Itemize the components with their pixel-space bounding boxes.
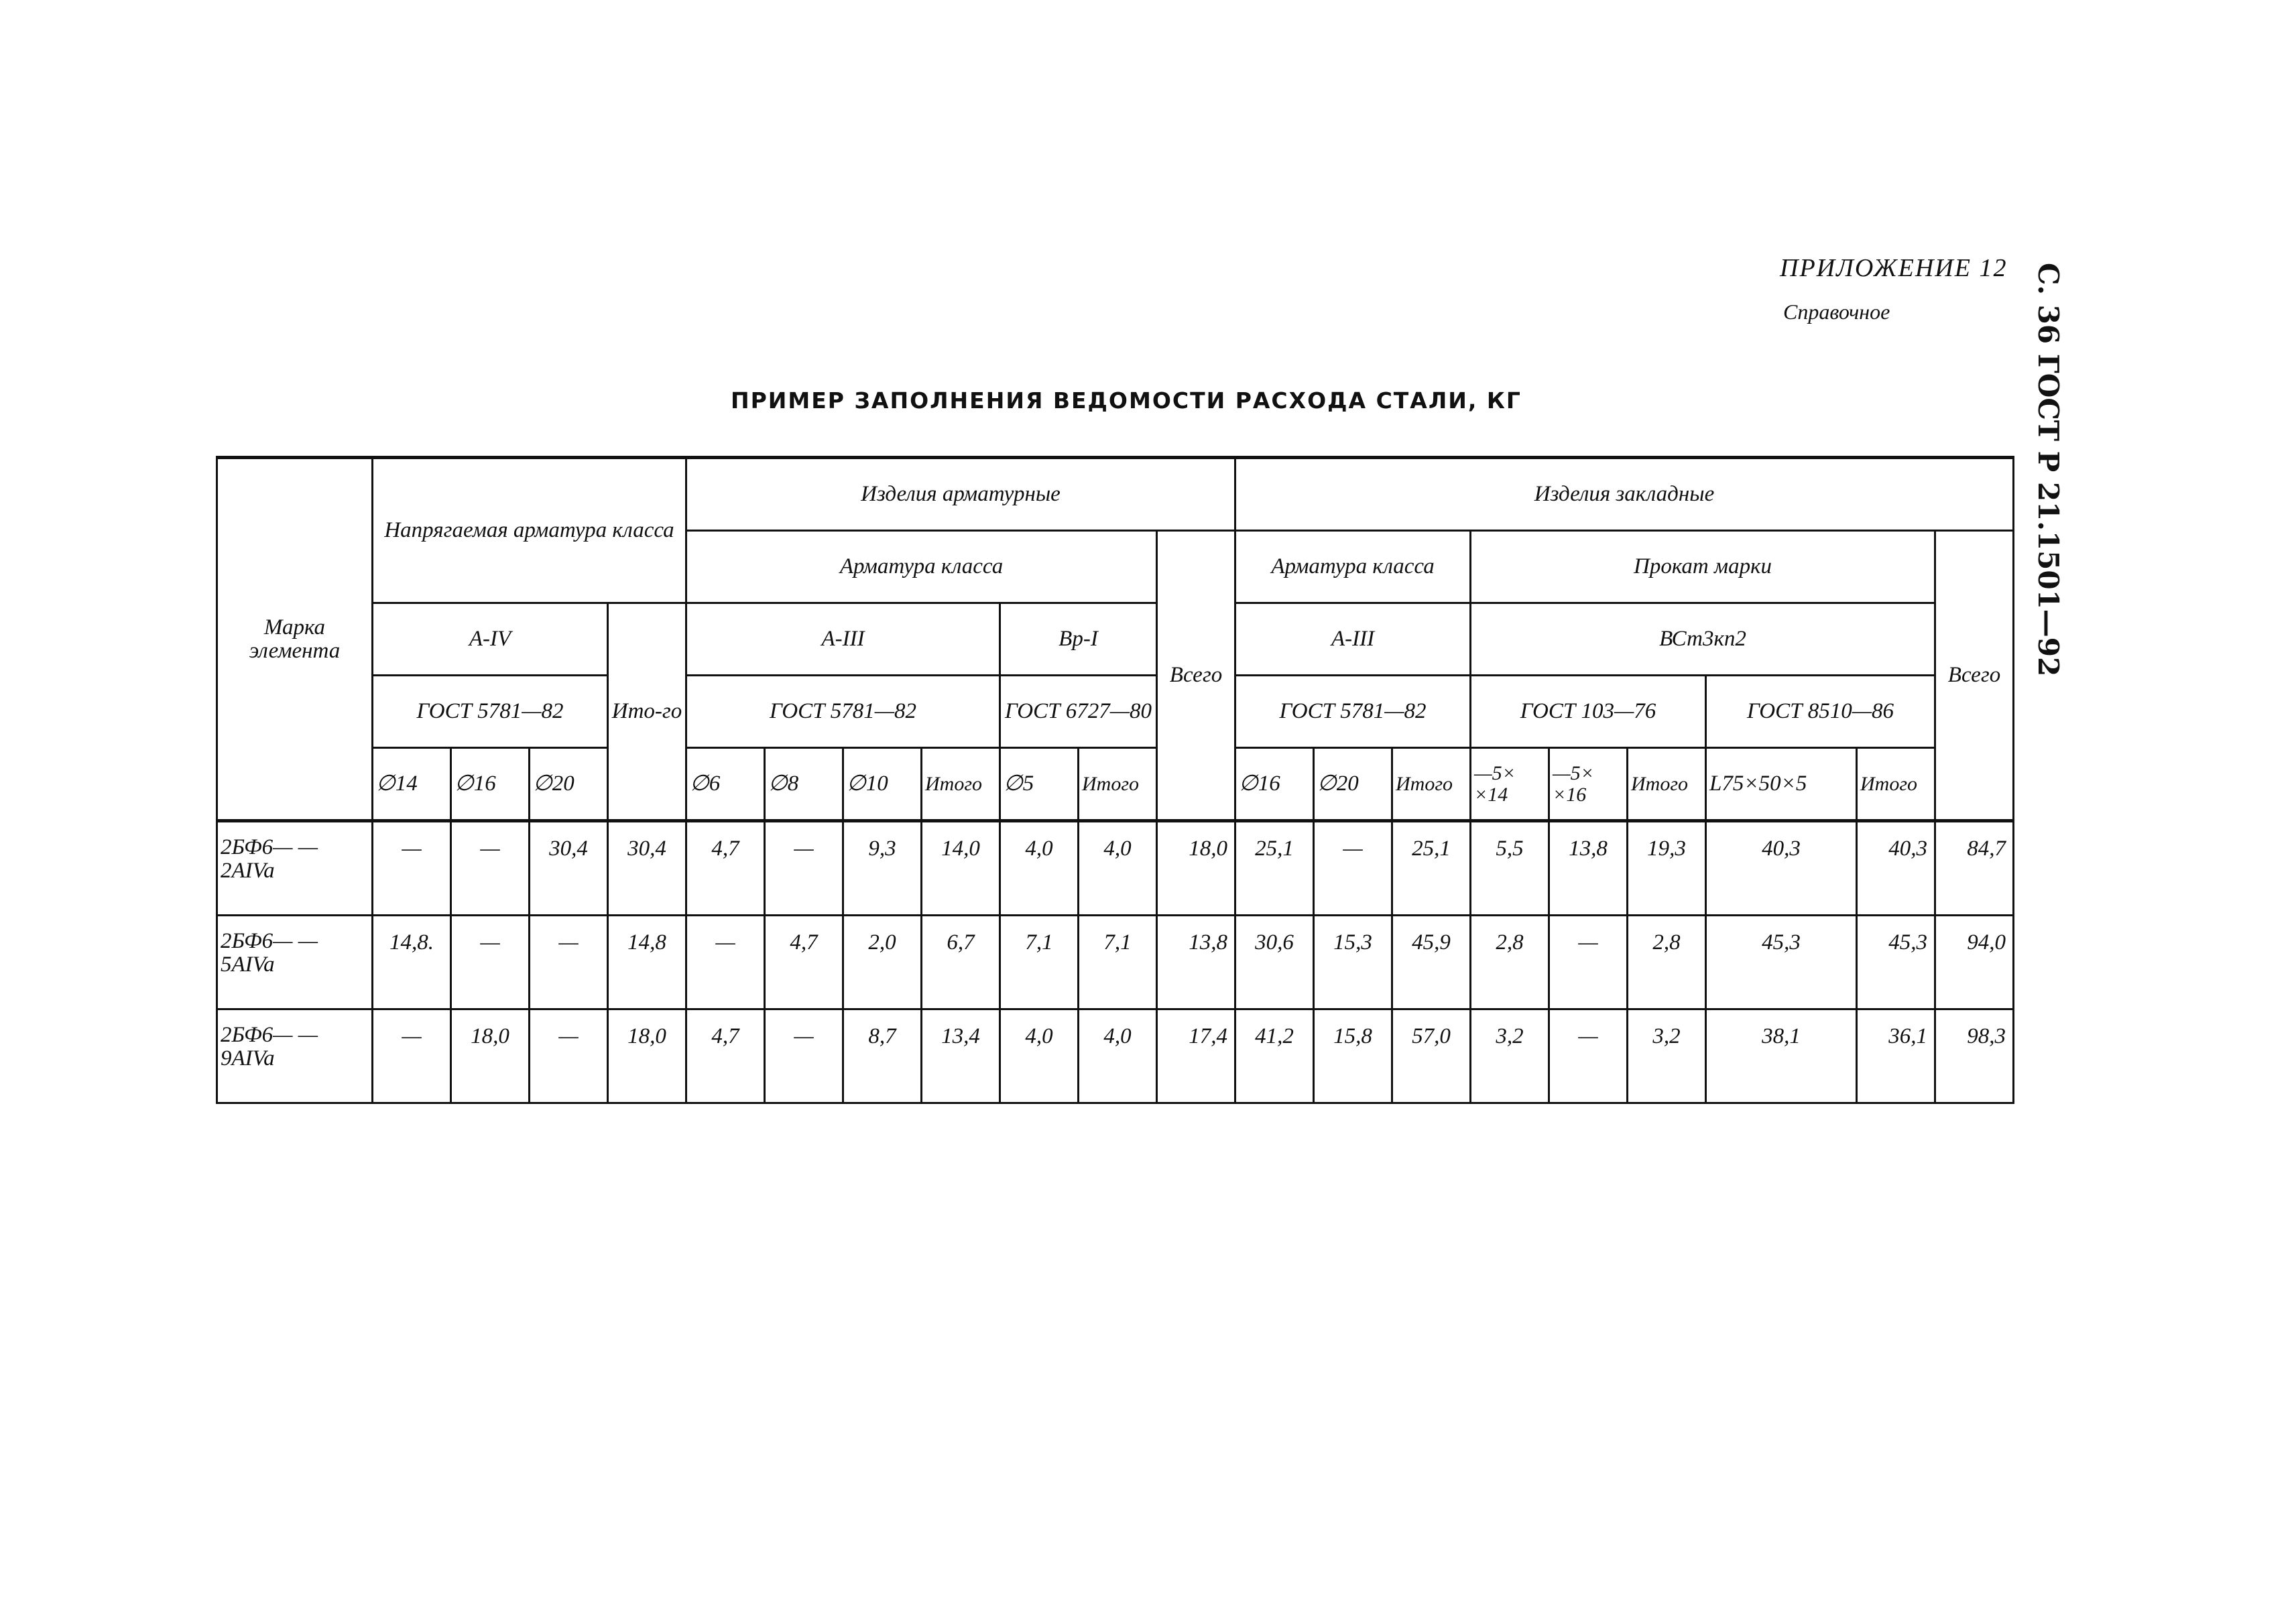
table-cell: 41,2	[1235, 1009, 1314, 1103]
table-row	[217, 916, 2014, 1009]
element-mark: 2БФ6— —5AIVa	[217, 916, 373, 1009]
header-rebar-products: Изделия арматурные	[686, 458, 1235, 531]
header-gost-5781-aiv: ГОСТ 5781—82	[373, 676, 608, 748]
header-class-aiii: A-III	[686, 603, 1000, 676]
table-cell: 40,3	[1857, 821, 1935, 916]
header-class-bpi: Bp-I	[1000, 603, 1157, 676]
table-cell: 30,6	[1235, 916, 1314, 1009]
table-cell: —	[373, 821, 451, 916]
header-size: L75×50×5	[1706, 748, 1857, 821]
table-cell: —	[530, 1009, 608, 1103]
table-row	[217, 821, 2014, 916]
table-cell: 2,8	[1628, 916, 1706, 1009]
table-row	[217, 1009, 2014, 1103]
table-cell: 15,3	[1314, 916, 1392, 1009]
table-cell: 2,8	[1471, 916, 1549, 1009]
table-cell: —	[451, 916, 530, 1009]
table-cell: 4,0	[1079, 1009, 1157, 1103]
table-cell: 30,4	[530, 821, 608, 916]
table-cell: 57,0	[1392, 1009, 1471, 1103]
table-cell: 38,1	[1706, 1009, 1857, 1103]
table-cell: 4,0	[1000, 1009, 1079, 1103]
table-cell: 13,4	[922, 1009, 1000, 1103]
table-cell: 36,1	[1857, 1009, 1935, 1103]
table-cell: 25,1	[1235, 821, 1314, 916]
table-cell: 7,1	[1079, 916, 1157, 1009]
table-cell: 30,4	[608, 821, 686, 916]
table-cell: 6,7	[922, 916, 1000, 1009]
table-cell: 17,4	[1157, 1009, 1235, 1103]
table-cell: —	[451, 821, 530, 916]
header-size: ∅16	[1235, 748, 1314, 821]
table-cell: 4,7	[765, 916, 843, 1009]
element-mark: 2БФ6— —2AIVa	[217, 821, 373, 916]
header-gost-6727: ГОСТ 6727—80	[1000, 676, 1157, 748]
table-cell: 9,3	[843, 821, 922, 916]
header-size: ∅8	[765, 748, 843, 821]
table-cell: 45,3	[1857, 916, 1935, 1009]
table-cell: 5,5	[1471, 821, 1549, 916]
header-gost-5781-aiii: ГОСТ 5781—82	[686, 676, 1000, 748]
table-cell: —	[530, 916, 608, 1009]
header-size: ∅6	[686, 748, 765, 821]
table-cell: 3,2	[1471, 1009, 1549, 1103]
header-rebar-class-embedded: Арматура класса	[1235, 531, 1471, 603]
page-title: ПРИМЕР ЗАПОЛНЕНИЯ ВЕДОМОСТИ РАСХОДА СТАЛИ, КГ	[731, 387, 1522, 414]
table-cell: 45,9	[1392, 916, 1471, 1009]
table-cell: 98,3	[1935, 1009, 2014, 1103]
header-total-embedded: Всего	[1935, 531, 2014, 821]
table-cell: 45,3	[1706, 916, 1857, 1009]
header-size: —5× ×16	[1549, 748, 1628, 821]
header-size: Итого	[1857, 748, 1935, 821]
header-prestressed-rebar: Напрягаемая арматура класса	[373, 458, 686, 603]
table-cell: 25,1	[1392, 821, 1471, 916]
table-cell: —	[1549, 1009, 1628, 1103]
element-mark: 2БФ6— —9AIVa	[217, 1009, 373, 1103]
table-cell: 19,3	[1628, 821, 1706, 916]
table-cell: —	[1314, 821, 1392, 916]
table-cell: 14,8.	[373, 916, 451, 1009]
page-reference: С. 36 ГОСТ Р 21.1501—92	[2032, 263, 2065, 677]
table-cell: 4,7	[686, 821, 765, 916]
header-size: Итого	[922, 748, 1000, 821]
table-cell: 8,7	[843, 1009, 922, 1103]
steel-consumption-table	[216, 456, 2014, 1104]
table-cell: 18,0	[608, 1009, 686, 1103]
table-cell: 14,0	[922, 821, 1000, 916]
header-element-mark: Марка элемента	[217, 458, 373, 821]
header-embedded-products: Изделия закладные	[1235, 458, 2014, 531]
header-size: ∅14	[373, 748, 451, 821]
table-cell: 3,2	[1628, 1009, 1706, 1103]
header-size: Итого	[1628, 748, 1706, 821]
table-cell: 4,0	[1079, 821, 1157, 916]
header-size: ∅20	[530, 748, 608, 821]
table-cell: 94,0	[1935, 916, 2014, 1009]
table-cell: 18,0	[451, 1009, 530, 1103]
table-cell: —	[1549, 916, 1628, 1009]
table-cell: 4,7	[686, 1009, 765, 1103]
header-size: Итого	[1392, 748, 1471, 821]
header-gost-5781-embedded: ГОСТ 5781—82	[1235, 676, 1471, 748]
table-cell: 2,0	[843, 916, 922, 1009]
table-cell: 15,8	[1314, 1009, 1392, 1103]
header-rebar-class: Арматура класса	[686, 531, 1157, 603]
header-total-rebar: Всего	[1157, 531, 1235, 821]
header-size: Итого	[1079, 748, 1157, 821]
header-size: ∅16	[451, 748, 530, 821]
table-cell: 84,7	[1935, 821, 2014, 916]
table-cell: —	[765, 1009, 843, 1103]
table-cell: 13,8	[1157, 916, 1235, 1009]
table-cell: 4,0	[1000, 821, 1079, 916]
appendix-label: ПРИЛОЖЕНИЕ 12	[1780, 254, 2008, 282]
table-cell: 40,3	[1706, 821, 1857, 916]
header-grade-vst: ВСт3кп2	[1471, 603, 1935, 676]
header-class-aiv: A-IV	[373, 603, 608, 676]
table-cell: 13,8	[1549, 821, 1628, 916]
header-size: —5× ×14	[1471, 748, 1549, 821]
header-gost-103: ГОСТ 103—76	[1471, 676, 1706, 748]
header-rolled-grade: Прокат марки	[1471, 531, 1935, 603]
header-size: ∅10	[843, 748, 922, 821]
table-cell: —	[686, 916, 765, 1009]
header-size: ∅5	[1000, 748, 1079, 821]
header-class-aiii-embedded: A-III	[1235, 603, 1471, 676]
header-size: ∅20	[1314, 748, 1392, 821]
header-total-prestressed: Ито-го	[608, 603, 686, 821]
table-cell: —	[765, 821, 843, 916]
table-cell: —	[373, 1009, 451, 1103]
table-cell: 18,0	[1157, 821, 1235, 916]
table-cell: 14,8	[608, 916, 686, 1009]
header-gost-8510: ГОСТ 8510—86	[1706, 676, 1935, 748]
reference-label: Справочное	[1783, 300, 1890, 324]
table-cell: 7,1	[1000, 916, 1079, 1009]
